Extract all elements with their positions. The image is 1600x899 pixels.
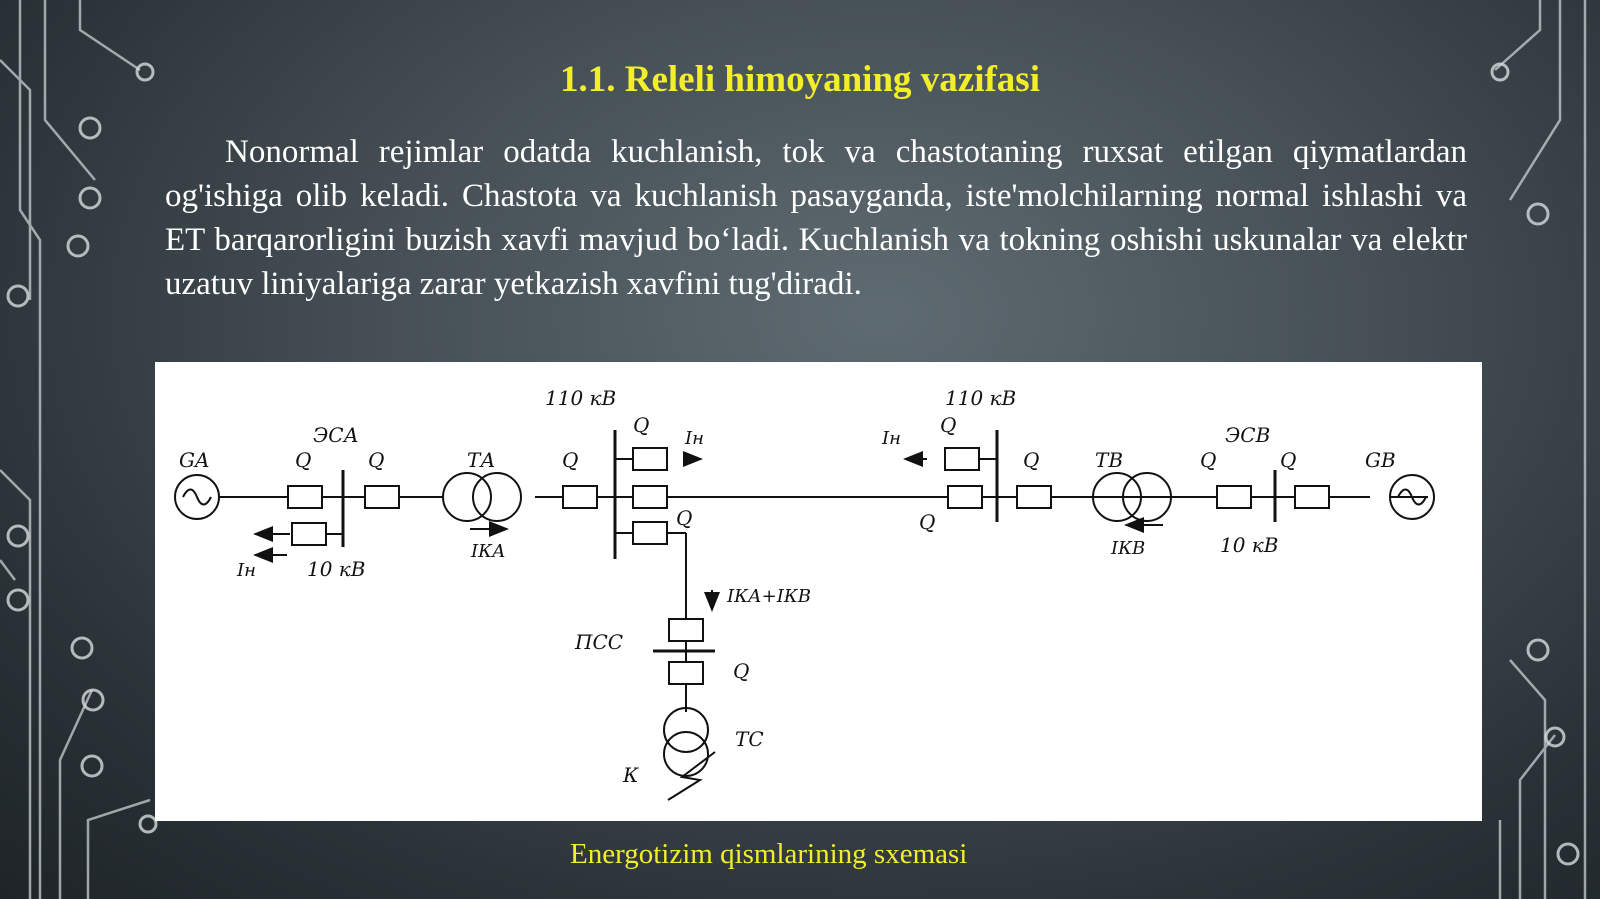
label-gb: GB bbox=[1365, 448, 1396, 472]
diagram-canvas bbox=[155, 362, 1482, 821]
breaker-esa-2 bbox=[365, 486, 399, 508]
label-kv110-left: 110 кВ bbox=[545, 386, 617, 410]
label-pss: ПСС bbox=[575, 630, 624, 654]
transformer-ts-1 bbox=[664, 708, 708, 752]
label-kv10-right: 10 кВ bbox=[1220, 533, 1279, 557]
label-esb: ЭСВ bbox=[1225, 423, 1271, 447]
breaker-110a-4 bbox=[633, 522, 667, 544]
label-kv10-left: 10 кВ bbox=[307, 557, 366, 581]
label-ta: ТА bbox=[467, 448, 496, 472]
label-q-esa-2: Q bbox=[368, 448, 385, 472]
breaker-110b-3 bbox=[1017, 486, 1051, 508]
transformer-ts-2 bbox=[664, 732, 708, 776]
label-q-pss: Q bbox=[733, 659, 750, 683]
slide-title: 1.1. Releli himoyaning vazifasi bbox=[560, 59, 1040, 100]
label-tb: ТВ bbox=[1095, 448, 1124, 472]
label-q-esb-1: Q bbox=[1200, 448, 1217, 472]
label-q-110b-2: Q bbox=[1023, 448, 1040, 472]
breaker-pss-2 bbox=[669, 662, 703, 684]
label-q-110b-1: Q bbox=[940, 413, 957, 437]
breaker-110a-2 bbox=[633, 448, 667, 470]
label-k: К bbox=[623, 763, 639, 787]
label-q-esb-2: Q bbox=[1280, 448, 1297, 472]
breaker-esa-3 bbox=[292, 523, 326, 545]
power-system-diagram bbox=[155, 362, 1482, 821]
label-q-110a-1: Q bbox=[562, 448, 579, 472]
label-ga: GA bbox=[179, 448, 210, 472]
label-in-1: Iн bbox=[685, 428, 704, 449]
breaker-esb-2 bbox=[1295, 486, 1329, 508]
label-q-110b-3: Q bbox=[919, 510, 936, 534]
label-q-110a-2: Q bbox=[633, 413, 650, 437]
label-q-110a-3: Q bbox=[676, 506, 693, 530]
label-ika: IКА bbox=[471, 541, 506, 562]
breaker-110b-2 bbox=[948, 486, 982, 508]
breaker-110a-3 bbox=[633, 486, 667, 508]
label-isum: IКА+IКВ bbox=[727, 586, 812, 607]
label-ikb: IКВ bbox=[1111, 538, 1146, 559]
label-in-2: Iн bbox=[237, 560, 256, 581]
label-in-3: Iн bbox=[882, 428, 901, 449]
slide-paragraph: Nonormal rejimlar odatda kuchlanish, tok va chastotaning ruxsat etilgan qiymatlardan og'ishiga olib keladi. Chastota va kuchlanish pasayganda, iste'molchilarning normal ishlashi va ET barqarorligini buzish xavfi mavjud bo‘ladi. Kuchlanish va tokning oshishi uskunalar va elektr uzatuv liniyalariga zarar yetkazish xavfini tug'diradi. bbox=[165, 134, 1467, 302]
transformer-ta-1 bbox=[443, 473, 491, 521]
breaker-pss-1 bbox=[669, 619, 703, 641]
label-q-esa-1: Q bbox=[295, 448, 312, 472]
transformer-ta-2 bbox=[473, 473, 521, 521]
breaker-110a-1 bbox=[563, 486, 597, 508]
label-ts: ТС bbox=[735, 727, 764, 751]
diagram-caption: Energotizim qismlarining sxemasi bbox=[570, 838, 968, 870]
breaker-110b-1 bbox=[945, 448, 979, 470]
label-esa: ЭСА bbox=[313, 423, 359, 447]
breaker-esa-1 bbox=[288, 486, 322, 508]
breaker-esb-1 bbox=[1217, 486, 1251, 508]
label-kv110-right: 110 кВ bbox=[945, 386, 1017, 410]
